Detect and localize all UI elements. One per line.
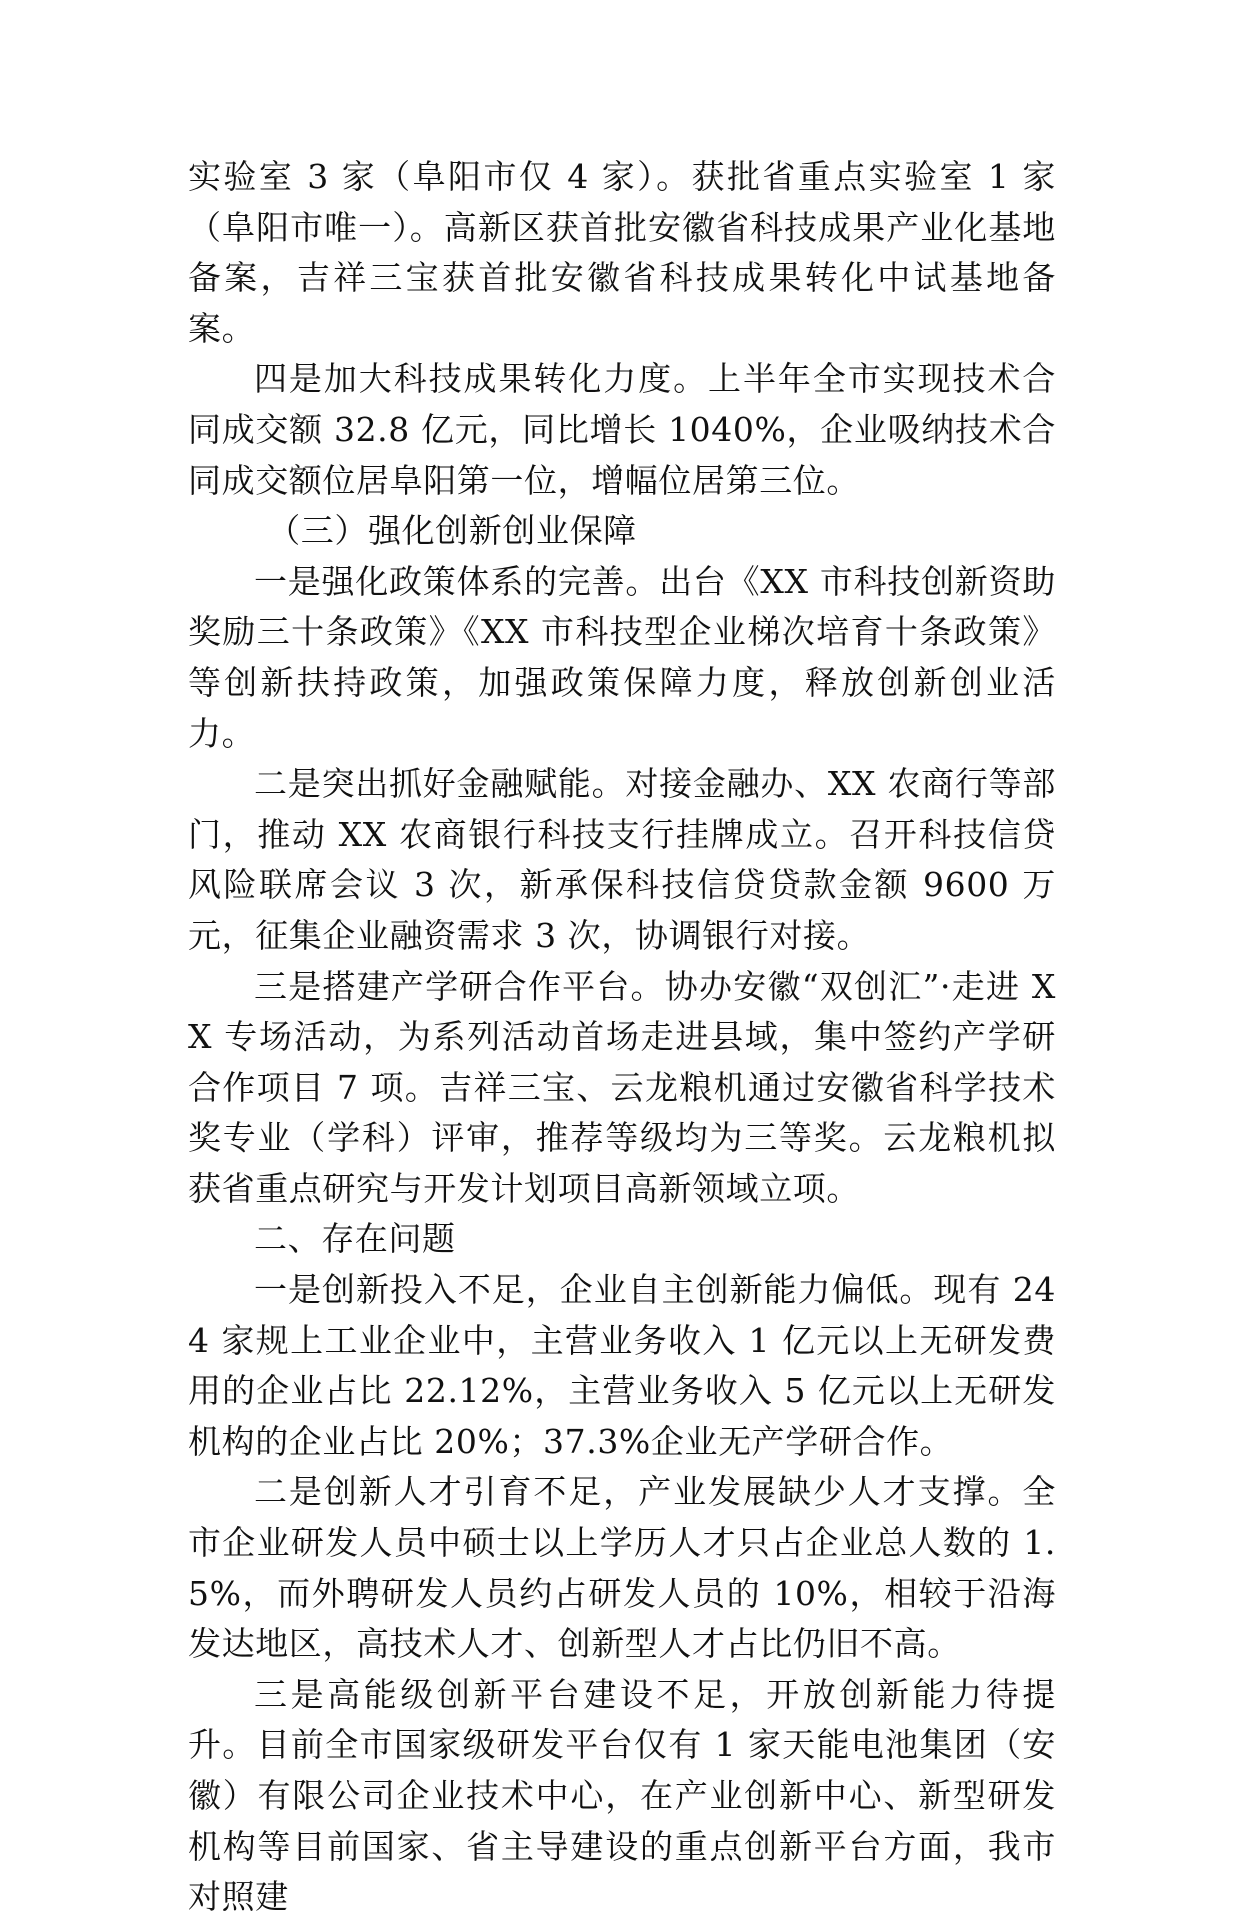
paragraph-innovation-input: 一是创新投入不足，企业自主创新能力偏低。现有 244 家规上工业企业中，主营业务收入 1 亿元以上无研发费用的企业占比 22.12%，主营业务收入 5 亿元以上无研发机构的企业占比 20%；37.3%企业无产学研合作。 bbox=[188, 1270, 1056, 1461]
section-heading-existing-problems: 二、存在问题 bbox=[254, 1219, 456, 1259]
paragraph-tech-transfer: 四是加大科技成果转化力度。上半年全市实现技术合同成交额 32.8 亿元，同比增长 1040%，企业吸纳技术合同成交额位居阜阳第一位，增幅位居第三位。 bbox=[188, 359, 1056, 500]
paragraph-innovation-platforms: 三是高能级创新平台建设不足，开放创新能力待提升。目前全市国家级研发平台仅有 1 家天能电池集团（安徽）有限公司企业技术中心，在产业创新中心、新型研发机构等目前国家、省主导建设的重点创新平台方面，我市对照建 bbox=[188, 1674, 1056, 1917]
continued-paragraph-labs: 实验室 3 家（阜阳市仅 4 家）。获批省重点实验室 1 家（阜阳市唯一）。高新区获首批安徽省科技成果产业化基地备案，吉祥三宝获首批安徽省科技成果转化中试基地备案。 bbox=[188, 157, 1056, 348]
paragraph-policy-system: 一是强化政策体系的完善。出台《XX 市科技创新资助奖励三十条政策》《XX 市科技型企业梯次培育十条政策》等创新扶持政策，加强政策保障力度，释放创新创业活力。 bbox=[188, 561, 1056, 753]
section-heading-innovation-support: （三）强化创新创业保障 bbox=[267, 511, 637, 551]
paragraph-financial-empowerment: 二是突出抓好金融赋能。对接金融办、XX 农商行等部门，推动 XX 农商银行科技支行挂牌成立。召开科技信贷风险联席会议 3 次，新承保科技信贷贷款金额 9600 万元，征集企业融资需求 3 次，协调银行对接。 bbox=[188, 764, 1056, 955]
paragraph-innovation-talent: 二是创新人才引育不足，产业发展缺少人才支撑。全市企业研发人员中硕士以上学历人才只占企业总人数的 1.5%，而外聘研发人员约占研发人员的 10%，相较于沿海发达地区，高技术人才、创新型人才占比仍旧不高。 bbox=[188, 1472, 1056, 1664]
document-body bbox=[188, 152, 1056, 1923]
paragraph-industry-university-research: 三是搭建产学研合作平台。协办安徽“双创汇”·走进 XX 专场活动，为系列活动首场走进县域，集中签约产学研合作项目 7 项。吉祥三宝、云龙粮机通过安徽省科学技术奖专业（学科）评审，推荐等级均为三等奖。云龙粮机拟获省重点研究与开发计划项目高新领域立项。 bbox=[188, 966, 1056, 1208]
